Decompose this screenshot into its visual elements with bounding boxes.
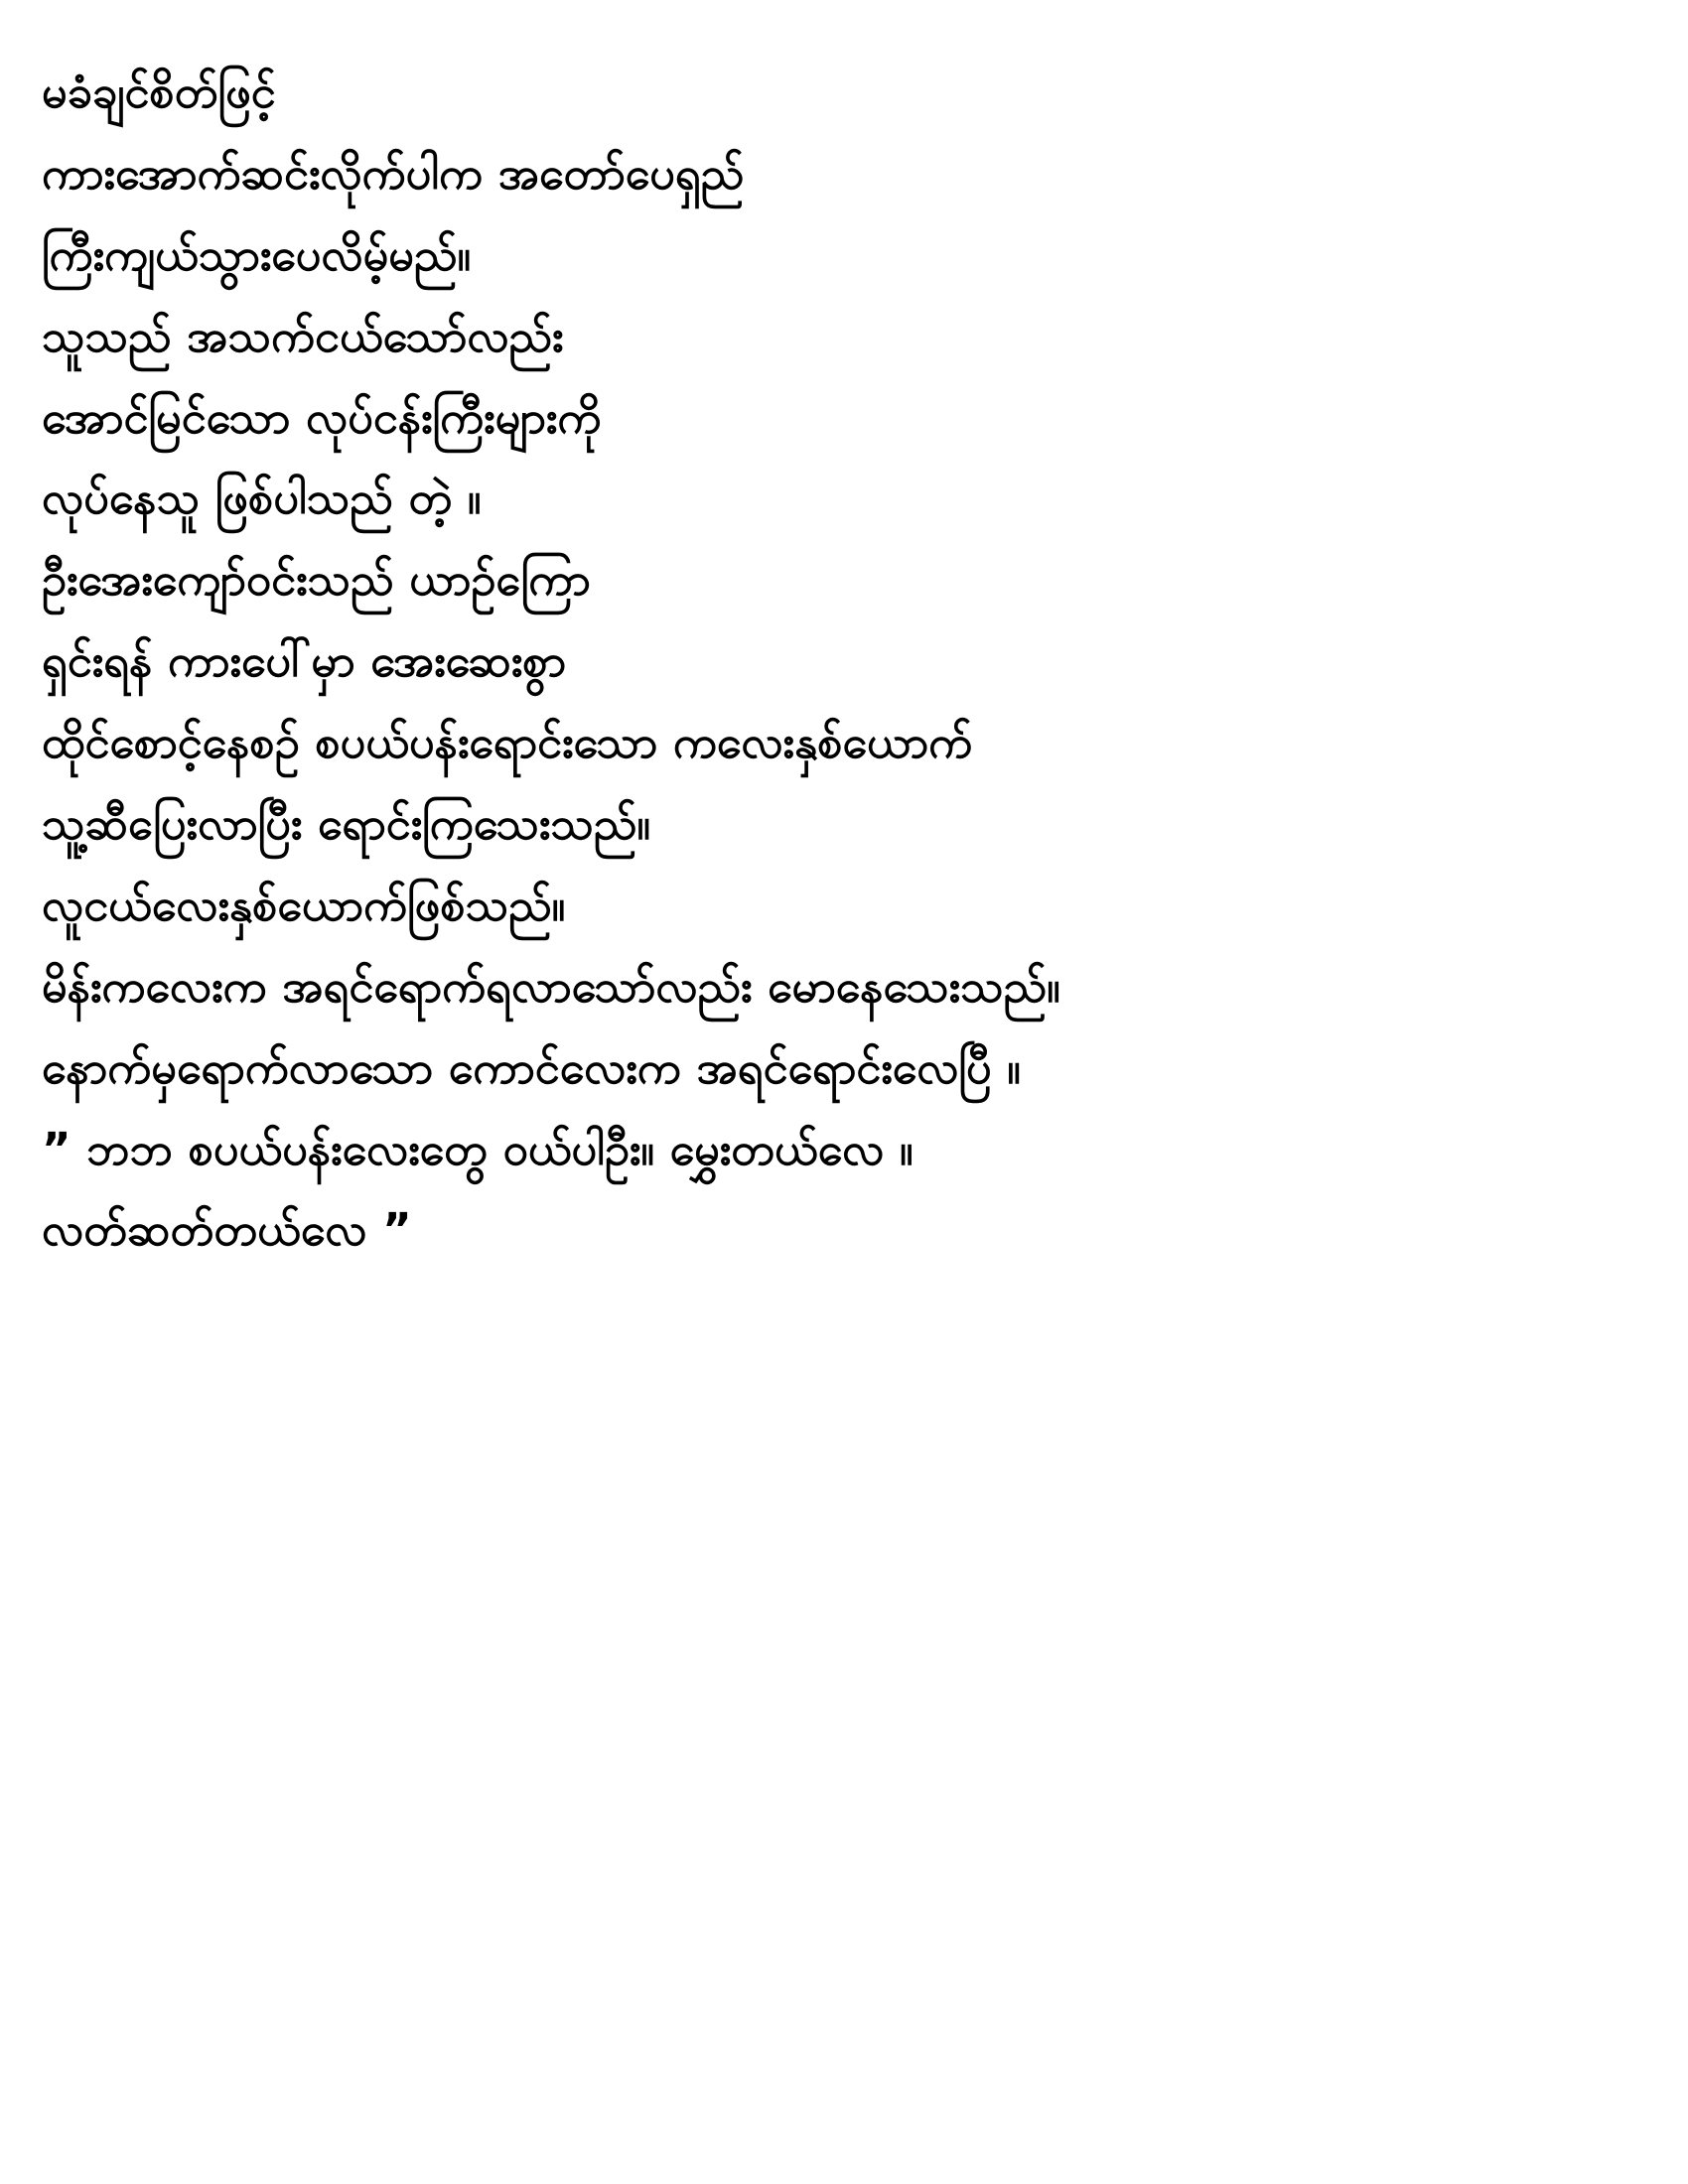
text-line: ဦးအေးကျော်ဝင်းသည် ယာဉ်ကြော (42, 553, 591, 607)
text-line: ရှင်းရန် ကားပေါ်မှာ အေးဆေးစွာ (42, 634, 567, 688)
text-line: ကြီးကျယ်သွားပေလိမ့်မည်။ (42, 227, 472, 281)
text-line: လူငယ်လေးနှစ်ယောက်ဖြစ်သည်။ (42, 878, 566, 931)
text-line: မခံချင်စိတ်ဖြင့် (42, 66, 276, 118)
text-line: သူသည် အသက်ငယ်သော်လည်း (42, 309, 564, 362)
text-line: လတ်ဆတ်တယ်လေ ” (42, 1203, 412, 1257)
text-line: ” ဘဘ စပယ်ပန်းလေးတွေ ဝယ်ပါဦး။ မွှေးတယ်လေ ။ (42, 1122, 914, 1175)
text-line: ထိုင်စောင့်နေစဉ် စပယ်ပန်းရောင်းသော ကလေးနှစ်ယောက် (42, 716, 973, 769)
document-text-body (42, 52, 1628, 1271)
text-line: မိန်းကလေးက အရင်ရောက်ရလာသော်လည်း မောနေသေးသည်။ (42, 959, 1060, 1013)
text-line: နောက်မှရောက်လာသော ကောင်လေးက အရင်ရောင်းလေပြီ ။ (42, 1040, 1021, 1094)
text-line: သူ့ဆီပြေးလာပြီး ရောင်းကြသေးသည်။ (42, 797, 650, 851)
text-line: ကားအောက်ဆင်းလိုက်ပါက အတော်ပေရှည် (42, 146, 745, 200)
text-line: အောင်မြင်သော လုပ်ငန်းကြီးများကို (42, 390, 602, 444)
text-line: လုပ်နေသူ ဖြစ်ပါသည် တဲ့ ။ (42, 472, 482, 525)
